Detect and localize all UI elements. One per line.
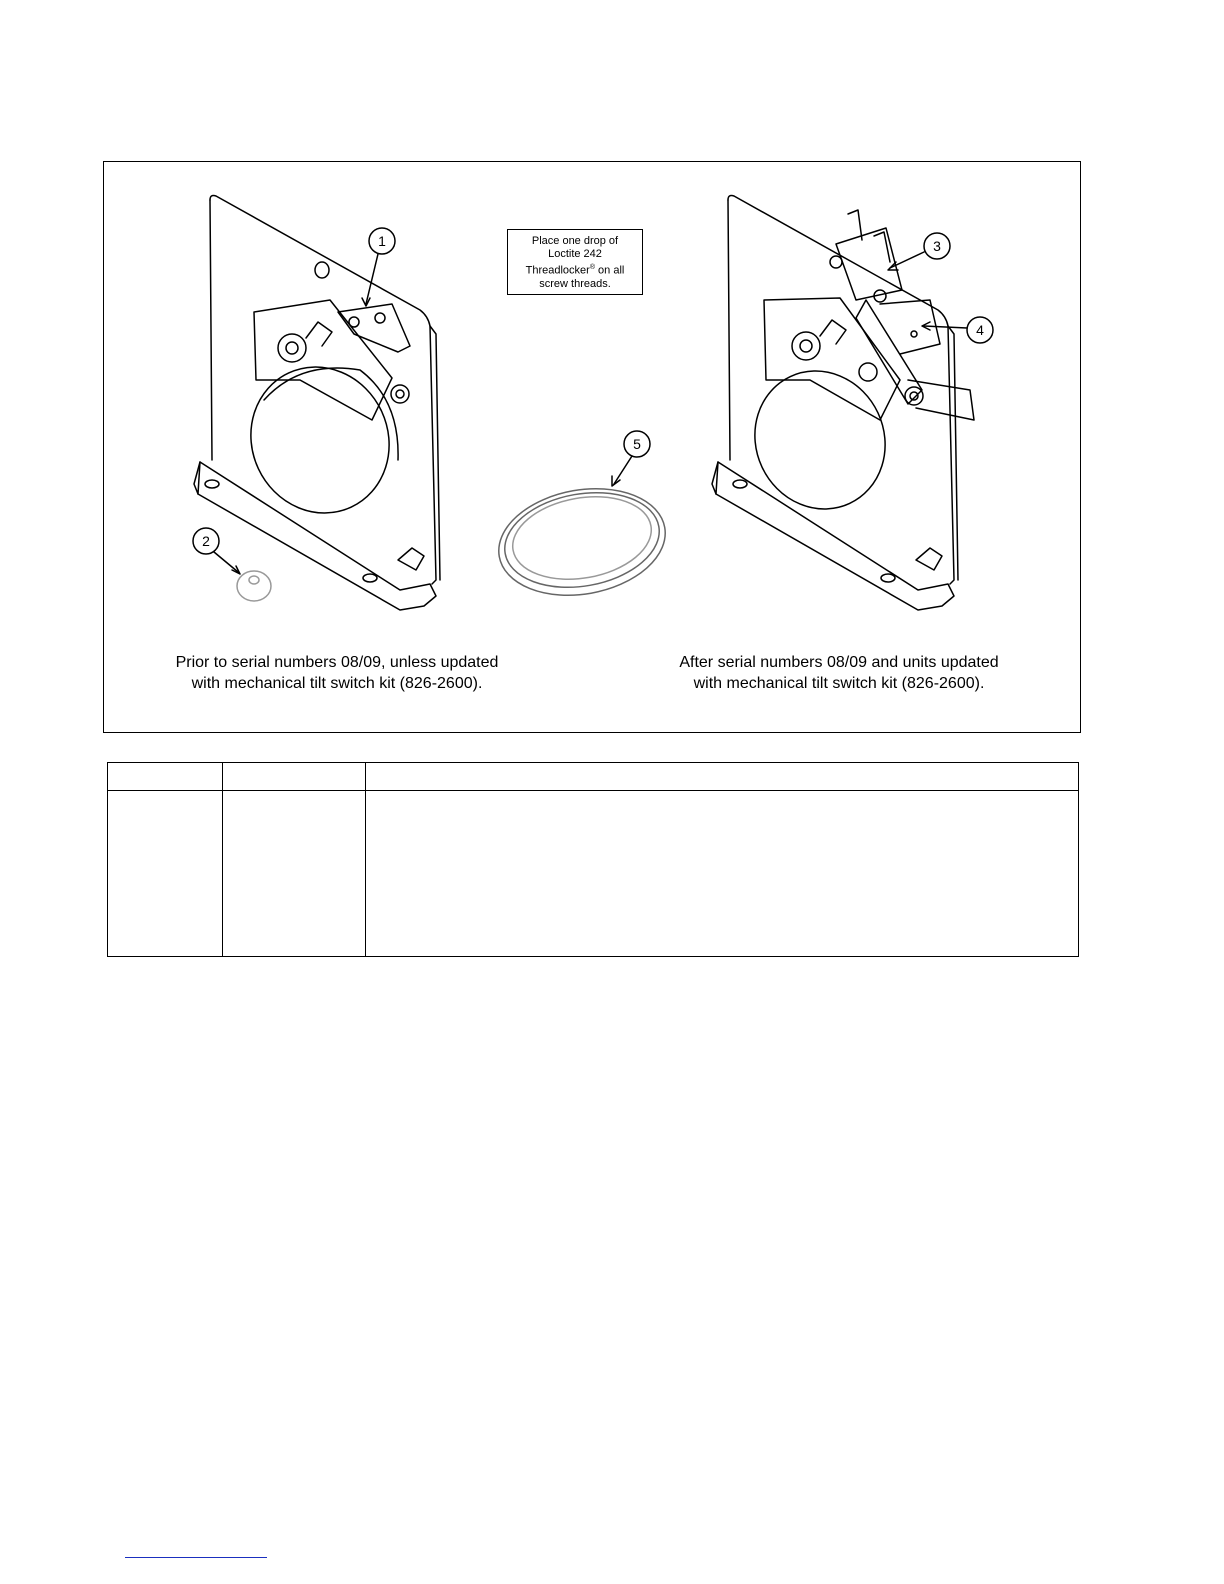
caption-prior bbox=[127, 652, 547, 694]
tilt-switch-illustration bbox=[0, 0, 1224, 740]
threadlocker-note bbox=[507, 229, 643, 295]
callout-1: 1 bbox=[378, 233, 386, 249]
header-cell-description bbox=[366, 763, 1079, 791]
callout-3: 3 bbox=[933, 238, 941, 254]
callout-5: 5 bbox=[633, 436, 641, 452]
callout-2: 2 bbox=[202, 533, 210, 549]
cell-item bbox=[108, 791, 223, 957]
footer-link-rule bbox=[125, 1557, 267, 1558]
gasket-drawing bbox=[490, 431, 674, 608]
callout-4: 4 bbox=[976, 322, 984, 338]
parts-table bbox=[107, 762, 1079, 957]
note-line-4: screw threads. bbox=[539, 277, 611, 290]
table-row bbox=[108, 791, 1079, 957]
caption-after-line-1: After serial numbers 08/09 and units updated bbox=[679, 654, 999, 671]
note-line-3 bbox=[508, 261, 642, 278]
parts-table-header bbox=[108, 763, 1079, 791]
note-threadlocker: Threadlocker bbox=[525, 264, 590, 277]
left-assembly-drawing bbox=[193, 196, 440, 611]
note-line-1: Place one drop of bbox=[531, 235, 619, 247]
caption-prior-line-2: with mechanical tilt switch kit (826-2600). bbox=[191, 675, 483, 692]
header-cell-part bbox=[223, 763, 366, 791]
registered-mark: ® bbox=[589, 264, 595, 271]
caption-after bbox=[629, 652, 1049, 694]
note-line-2: Loctite 242 bbox=[548, 248, 602, 260]
cell-description bbox=[366, 791, 1079, 957]
note-on-all: on all bbox=[595, 264, 625, 277]
header-cell-item bbox=[108, 763, 223, 791]
caption-prior-line-1: Prior to serial numbers 08/09, unless updated bbox=[175, 654, 499, 671]
caption-after-line-2: with mechanical tilt switch kit (826-2600). bbox=[693, 675, 985, 692]
cell-part bbox=[223, 791, 366, 957]
right-assembly-drawing bbox=[712, 196, 993, 611]
